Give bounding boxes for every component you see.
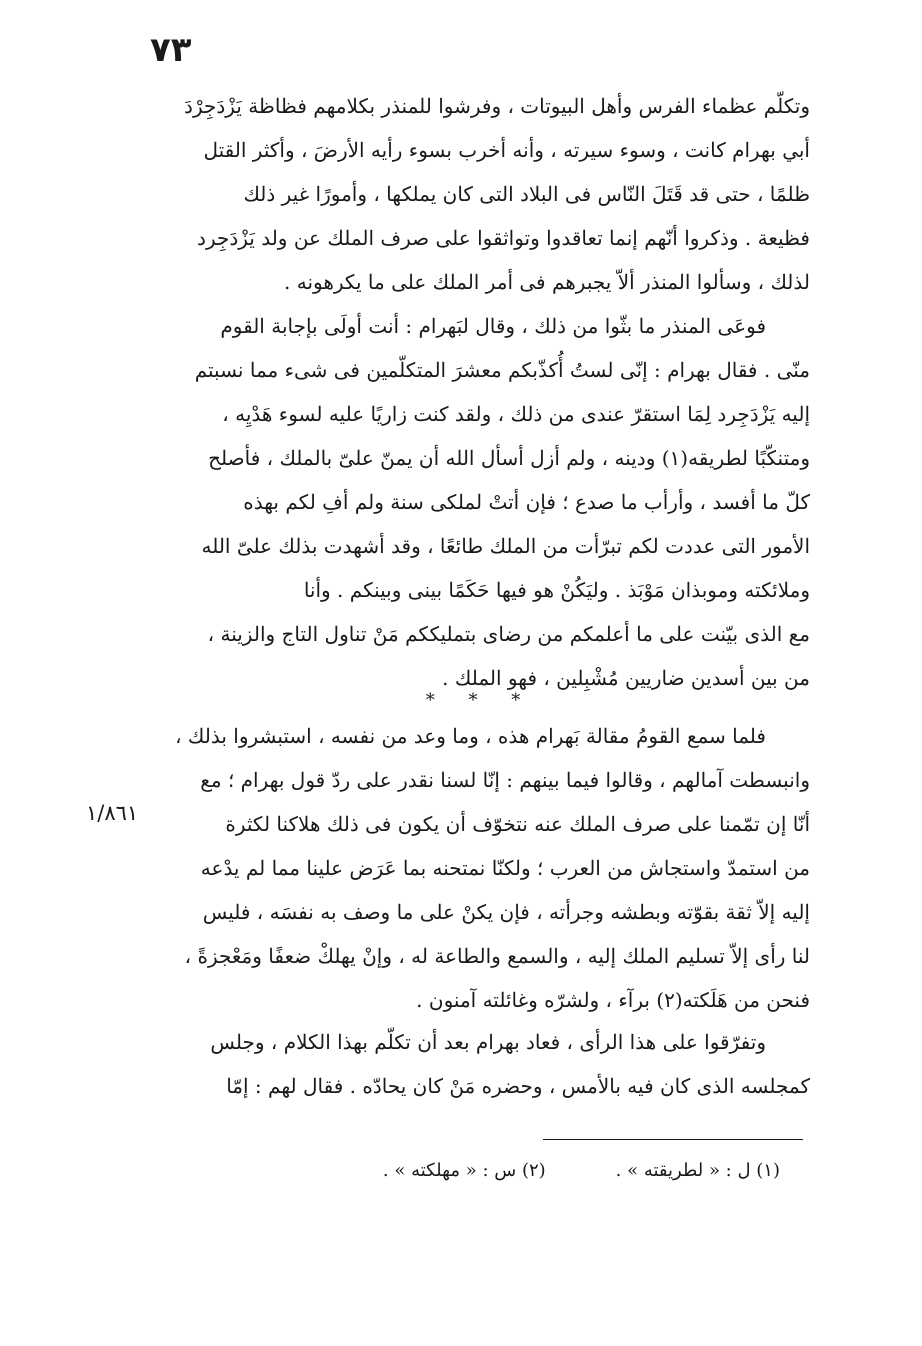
footnotes — [300, 1160, 780, 1181]
text-line: منّى . فقال بهرام : إنّى لستُ أُكذّبكم معشرَ المتكلّمين فى شىء مما نسبتم — [194, 358, 810, 382]
footnote-1: (١) ل : « لطريقته » . — [615, 1160, 780, 1181]
text-line: فنحن من هَلَكته(٢) برآء ، ولشرّه وغائلته آمنون . — [416, 988, 810, 1012]
footnote-2: (٢) س : « مهلكته » . — [382, 1160, 546, 1181]
text-line: إليه يَزْدَجِرد لِمَا استقرّ عندى من ذلك ، ولقد كنت زاريًا عليه لسوء هَدْيِه ، — [222, 402, 810, 426]
text-line: فلما سمع القومُ مقالة بَهرام هذه ، وما وعد من نفسه ، استبشروا بذلك ، — [175, 724, 766, 748]
text-line: وتكلّم عظماء الفرس وأهل البيوتات ، وفرشوا للمنذر بكلامهم فظاظة يَزْدَجِرْدَ — [184, 94, 810, 118]
text-line: أبي بهرام كانت ، وسوء سيرته ، وأنه أخرب بسوء رأيه الأرضَ ، وأكثر القتل — [203, 138, 810, 162]
paragraph-4 — [150, 1020, 810, 1108]
text-line: ظلمًا ، حتى قد قَتَلَ النّاس فى البلاد التى كان يملكها ، وأمورًا غير ذلك — [243, 182, 810, 206]
text-line: لنا رأى إلاّ تسليم الملك إليه ، والسمع والطاعة له ، وإنْ يهلكْ ضعفًا ومَعْجزةً ، — [184, 944, 810, 968]
paragraph-2 — [150, 304, 810, 700]
text-line: من استمدّ واستجاش من العرب ؛ ولكنّا نمتحنه بما عَرَض علينا مما لم يدْعه — [200, 856, 810, 880]
paragraph-1 — [150, 84, 810, 304]
text-line: فوعَى المنذر ما بثّوا من ذلك ، وقال لبَهرام : أنت أولَى بإجابة القوم — [220, 314, 766, 338]
text-line: إليه إلاّ ثقة بقوّته وبطشه وجرأته ، فإن يكنْ على ما وصف به نفسَه ، فليس — [202, 900, 810, 924]
text-line: وملائكته وموبذان مَوْبَذ . وليَكُنْ هو فيها حَكَمًا بينى وبينكم . وأنا — [303, 578, 810, 602]
text-line: ومتنكّبًا لطريقه(١) ودينه ، ولم أزل أسأل الله أن يمنّ علىّ بالملك ، فأصلح — [208, 446, 810, 470]
paragraph-3 — [150, 714, 810, 1022]
text-line: مع الذى بيّنت على ما أعلمكم من رضاى بتمليككم مَنْ تناول التاج والزينة ، — [207, 622, 810, 646]
text-line: وتفرّقوا على هذا الرأى ، فعاد بهرام بعد أن تكلّم بهذا الكلام ، وجلس — [210, 1030, 766, 1054]
text-line: كلّ ما أفسد ، وأرأب ما صدع ؛ فإن أتتْ لملكى سنة ولم أفِ لكم بهذه — [243, 490, 810, 514]
text-line: لذلك ، وسألوا المنذر ألاّ يجبرهم فى أمر الملك على ما يكرهونه . — [284, 270, 810, 294]
footnote-divider — [543, 1139, 803, 1140]
text-line: من بين أسدين ضاريين مُشْبِلين ، فهو الملك . — [442, 666, 810, 690]
text-line: فظيعة . وذكروا أنّهم إنما تعاقدوا وتواثقوا على صرف الملك عن ولد يَزْدَجِرد — [197, 226, 810, 250]
text-line: أنّا إن تمّمنا على صرف الملك عنه نتخوّف أن يكون فى ذلك هلاكنا لكثرة — [225, 812, 810, 836]
text-line: كمجلسه الذى كان فيه بالأمس ، وحضره مَنْ كان يحادّه . فقال لهم : إمّا — [226, 1074, 810, 1098]
text-line: وانبسطت آمالهم ، وقالوا فيما بينهم : إنّا لسنا نقدر على ردّ قول بهرام ؛ مع — [200, 768, 810, 792]
page-number: ٧٣ — [150, 30, 192, 70]
section-separator: * * * — [425, 690, 535, 711]
text-line: الأمور التى عددت لكم تبرّأت من الملك طائعًا ، وقد أشهدت بذلك علىّ الله — [201, 534, 810, 558]
margin-reference: ١/٨٦١ — [86, 801, 139, 825]
